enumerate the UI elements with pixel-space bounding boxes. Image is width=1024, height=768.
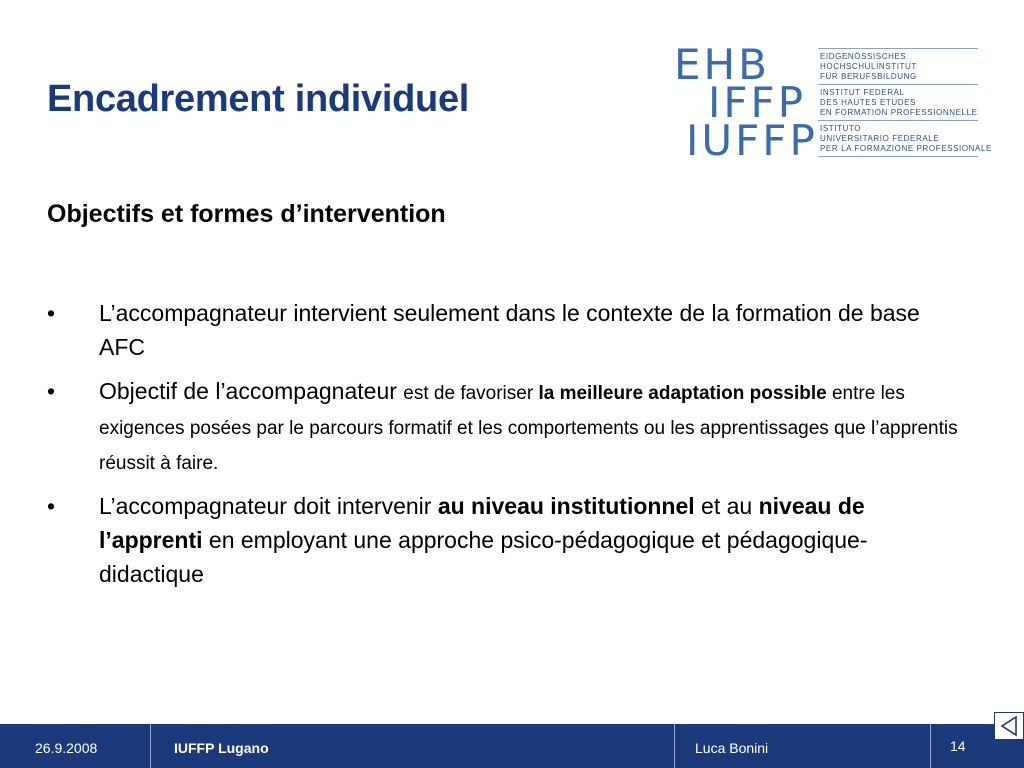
previous-slide-button[interactable] (994, 712, 1024, 740)
bullet-marker: • (47, 493, 56, 519)
page-number: 14 (950, 738, 966, 754)
logo (668, 40, 818, 165)
bullet-marker: • (47, 300, 56, 326)
footer-place: IUFFP Lugano (174, 740, 269, 756)
logo-text (818, 48, 992, 157)
slide-control-area (994, 740, 1024, 768)
bullet-item (47, 374, 967, 479)
logo-line: EIDGENÖSSISCHES (820, 52, 907, 61)
footer-divider (150, 724, 151, 768)
footer-divider (674, 724, 675, 768)
bullet-text: L’accompagnateur doit intervenir (99, 493, 438, 519)
logo-line: PER LA FORMAZIONE PROFESSIONALE (820, 144, 992, 153)
bullet-list (47, 296, 967, 601)
logo-letters-iffp: IFFP (708, 78, 807, 127)
bullet-text: Objectif de l’accompagnateur (99, 378, 404, 404)
logo-line: FÜR BERUFSBILDUNG (820, 72, 917, 81)
bullet-emphasis: niveau de l’apprenti (99, 493, 865, 553)
logo-line: DES HAUTES ETUDES (820, 98, 916, 107)
bullet-emphasis: la meilleure adaptation possible (538, 383, 827, 404)
footer-date: 26.9.2008 (35, 740, 98, 756)
bullet-text: est de favoriser (403, 383, 539, 404)
logo-line: ISTITUTO (820, 124, 862, 133)
footer-author: Luca Bonini (695, 740, 769, 756)
logo-block-fr (818, 84, 978, 120)
bullet-text: et au (694, 493, 759, 519)
footer-bar (0, 724, 994, 768)
bullet-text: en employant une approche psico-pédagogique et pédagogique-didactique (99, 527, 868, 587)
logo-line: HOCHSCHULINSTITUT (820, 62, 917, 71)
bullet-item (47, 489, 967, 591)
logo-letters-ehb: EHB (674, 40, 770, 89)
logo-line: UNIVERSITARIO FEDERALE (820, 134, 940, 143)
bullet-marker: • (47, 378, 56, 404)
bullet-text: entre les exigences posées par le parcours formatif et les comportements ou les apprentissages que l’apprentis réussit à faire. (99, 383, 958, 474)
logo-block-it (818, 120, 992, 157)
bullet-emphasis: au niveau institutionnel (437, 493, 695, 519)
logo-block-de (818, 48, 978, 84)
logo-letters-iuffp: IUFFP (686, 116, 818, 165)
bullet-text: L’accompagnateur intervient seulement dans le contexte de la formation de base AFC (99, 300, 920, 360)
triangle-left-icon (995, 713, 1023, 739)
slide-title: Encadrement individuel (47, 78, 470, 120)
logo-line: EN FORMATION PROFESSIONNELLE (820, 108, 978, 117)
footer-divider (930, 724, 931, 768)
logo-line: INSTITUT FEDERAL (820, 88, 905, 97)
bullet-item (47, 296, 967, 364)
slide-subtitle: Objectifs et formes d’intervention (47, 200, 446, 228)
